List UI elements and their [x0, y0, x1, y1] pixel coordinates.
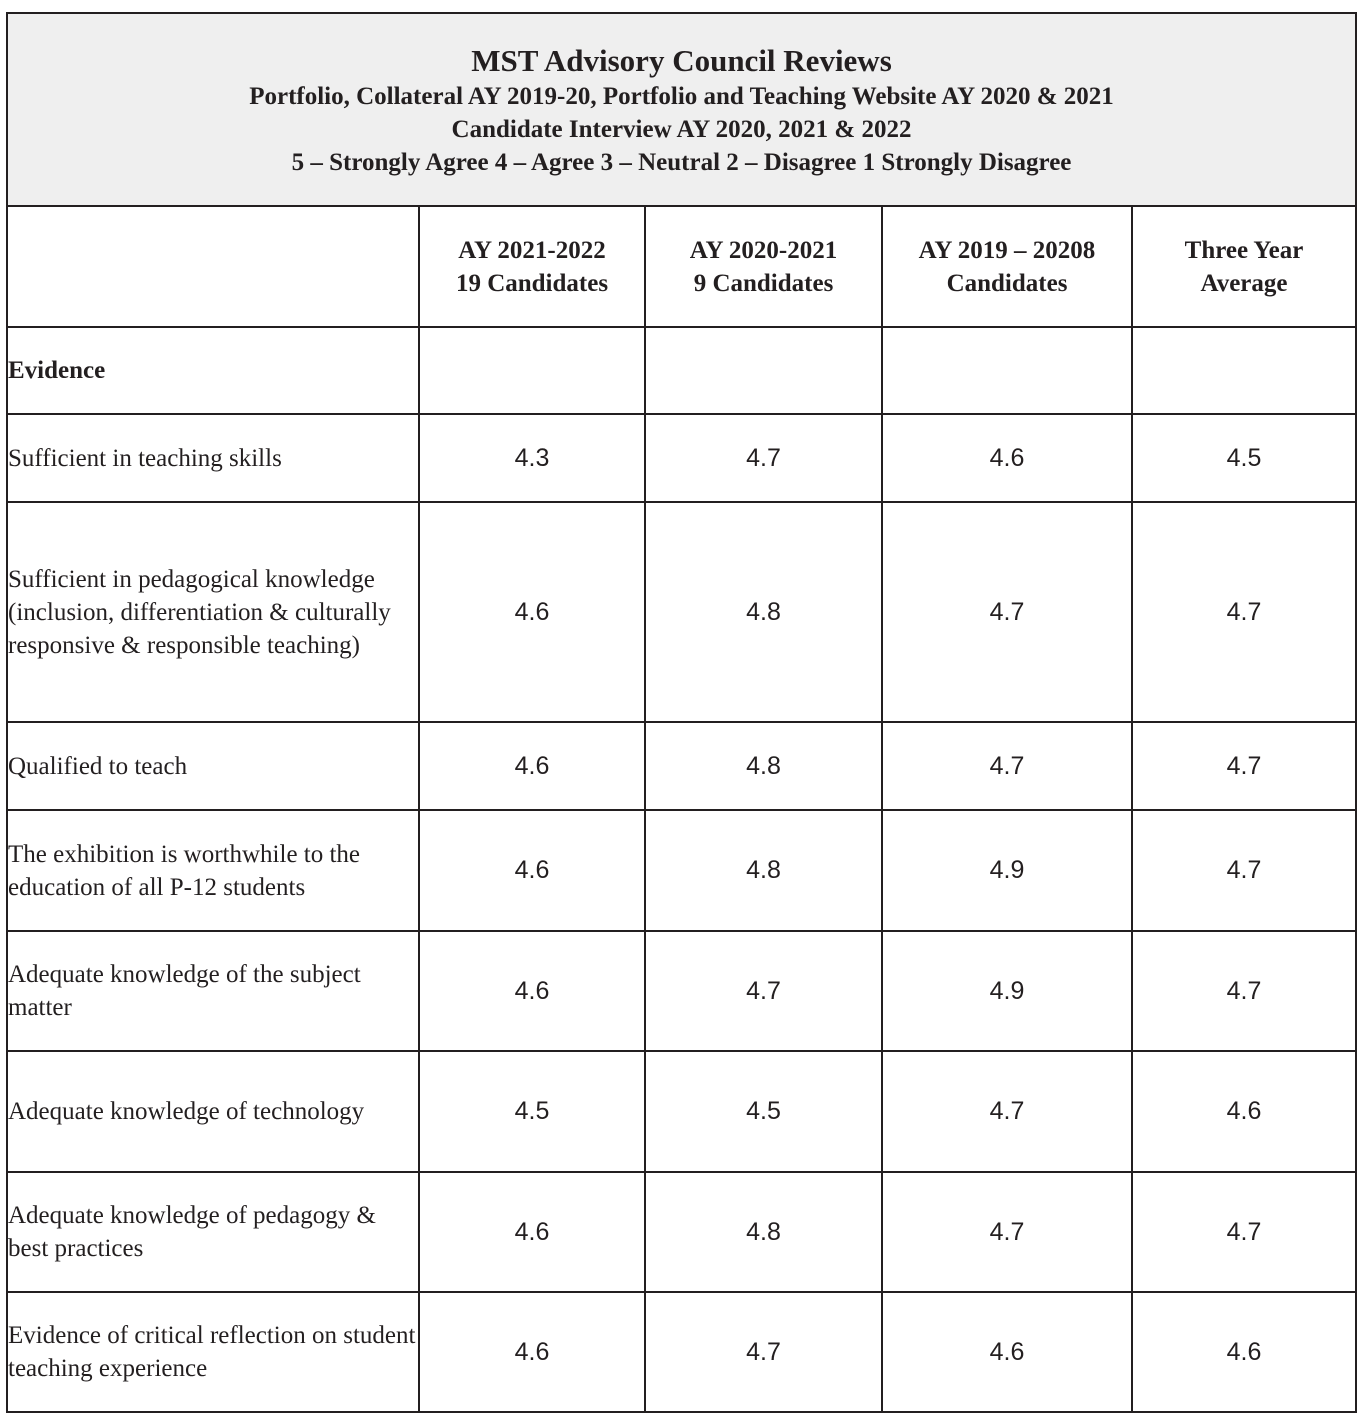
value-ay-2019-2020: 4.7	[882, 1051, 1132, 1172]
value-ay-2019-2020: 4.6	[882, 1292, 1132, 1411]
empty-cell	[645, 327, 882, 414]
value-ay-2021-2022: 4.6	[419, 1292, 645, 1411]
table-row	[8, 722, 1355, 810]
section-row-evidence	[8, 327, 1355, 414]
report-table-frame	[6, 12, 1357, 1413]
value-three-year-average: 4.7	[1132, 931, 1355, 1051]
value-ay-2020-2021: 4.8	[645, 810, 882, 931]
value-ay-2020-2021: 4.5	[645, 1051, 882, 1172]
table-row	[8, 1051, 1355, 1172]
value-three-year-average: 4.6	[1132, 1051, 1355, 1172]
value-three-year-average: 4.7	[1132, 502, 1355, 722]
table-row	[8, 810, 1355, 931]
value-ay-2021-2022: 4.6	[419, 722, 645, 810]
value-ay-2019-2020: 4.7	[882, 1172, 1132, 1292]
value-ay-2021-2022: 4.6	[419, 931, 645, 1051]
value-three-year-average: 4.5	[1132, 414, 1355, 502]
value-ay-2019-2020: 4.7	[882, 502, 1132, 722]
value-ay-2021-2022: 4.6	[419, 810, 645, 931]
subtitle-line-1: Portfolio, Collateral AY 2019-20, Portfolio and Teaching Website AY 2020 & 2021	[249, 83, 1114, 110]
row-label: Sufficient in pedagogical knowledge (inclusion, differentiation & culturally responsive & responsible teaching)	[8, 502, 419, 722]
row-label: Qualified to teach	[8, 722, 419, 810]
empty-cell	[1132, 327, 1355, 414]
table-row	[8, 1172, 1355, 1292]
column-header-three-year-average: Three Year Average	[1132, 207, 1355, 327]
table-row	[8, 1292, 1355, 1411]
value-ay-2021-2022: 4.6	[419, 1172, 645, 1292]
rating-scale-legend: 5 – Strongly Agree 4 – Agree 3 – Neutral 2 – Disagree 1 Strongly Disagree	[291, 149, 1072, 176]
column-header-row	[8, 207, 1355, 327]
row-label: The exhibition is worthwhile to the education of all P-12 students	[8, 810, 419, 931]
value-ay-2021-2022: 4.5	[419, 1051, 645, 1172]
column-header-ay-2020-2021: AY 2020-2021 9 Candidates	[645, 207, 882, 327]
column-header-ay-2019-2020: AY 2019 – 20208 Candidates	[882, 207, 1132, 327]
empty-cell	[882, 327, 1132, 414]
table-title: MST Advisory Council Reviews	[471, 43, 892, 78]
value-ay-2019-2020: 4.6	[882, 414, 1132, 502]
column-header-empty	[8, 207, 419, 327]
value-ay-2019-2020: 4.9	[882, 810, 1132, 931]
subtitle-line-2: Candidate Interview AY 2020, 2021 & 2022	[451, 116, 912, 143]
table-row	[8, 931, 1355, 1051]
value-ay-2021-2022: 4.6	[419, 502, 645, 722]
value-three-year-average: 4.7	[1132, 722, 1355, 810]
row-label: Sufficient in teaching skills	[8, 414, 419, 502]
table-row	[8, 502, 1355, 722]
value-ay-2020-2021: 4.7	[645, 414, 882, 502]
column-header-ay-2021-2022: AY 2021-2022 19 Candidates	[419, 207, 645, 327]
value-three-year-average: 4.6	[1132, 1292, 1355, 1411]
table-header-banner	[8, 14, 1355, 207]
value-ay-2020-2021: 4.8	[645, 502, 882, 722]
row-label: Adequate knowledge of pedagogy & best practices	[8, 1172, 419, 1292]
value-ay-2020-2021: 4.8	[645, 722, 882, 810]
value-ay-2020-2021: 4.7	[645, 1292, 882, 1411]
ratings-table	[8, 207, 1355, 1411]
value-three-year-average: 4.7	[1132, 1172, 1355, 1292]
row-label: Adequate knowledge of the subject matter	[8, 931, 419, 1051]
value-ay-2021-2022: 4.3	[419, 414, 645, 502]
value-ay-2020-2021: 4.8	[645, 1172, 882, 1292]
value-ay-2019-2020: 4.7	[882, 722, 1132, 810]
row-label: Adequate knowledge of technology	[8, 1051, 419, 1172]
value-ay-2020-2021: 4.7	[645, 931, 882, 1051]
row-label: Evidence of critical reflection on student teaching experience	[8, 1292, 419, 1411]
empty-cell	[419, 327, 645, 414]
table-row	[8, 414, 1355, 502]
value-three-year-average: 4.7	[1132, 810, 1355, 931]
value-ay-2019-2020: 4.9	[882, 931, 1132, 1051]
section-label: Evidence	[8, 327, 419, 414]
